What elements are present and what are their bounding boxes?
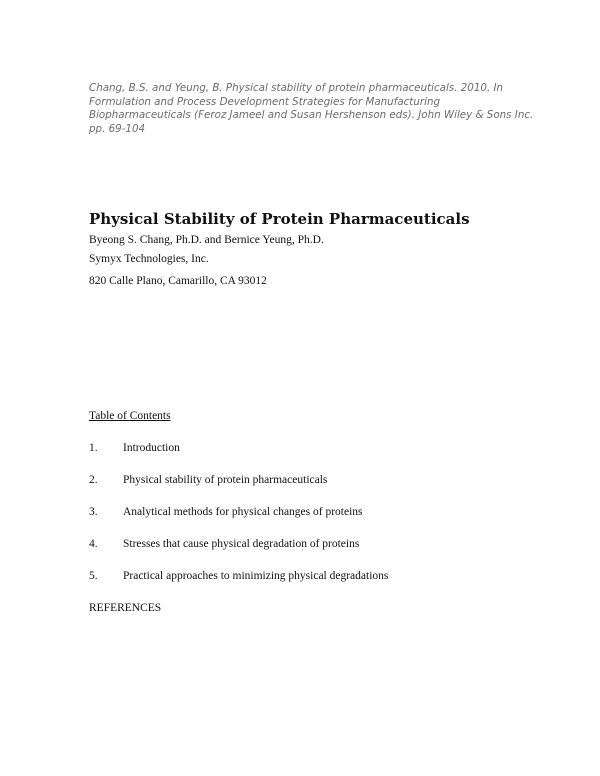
authors-line: Byeong S. Chang, Ph.D. and Bernice Yeung, Ph.D. [89,234,324,246]
citation-block [89,82,534,136]
citation-line: Formulation and Process Development Strategies for Manufacturing [89,95,441,108]
toc-item-label: Physical stability of protein pharmaceuticals [123,474,328,486]
toc-item-label: Introduction [123,442,180,454]
toc-item-number: 2. [89,474,98,486]
citation-line: pp. 69-104 [89,122,146,135]
toc-item-number: 5. [89,570,98,582]
citation-line: Chang, B.S. and Yeung, B. Physical stability of protein pharmaceuticals. 2010. In [89,82,504,94]
toc-heading: Table of Contents [89,410,171,422]
affiliation-line: Symyx Technologies, Inc. [89,253,209,265]
citation-line: Biopharmaceuticals (Feroz Jameel and Susan Hershenson eds). John Wiley & Sons Inc. [89,109,534,121]
document-title: Physical Stability of Protein Pharmaceuticals [89,210,470,228]
toc-item-number: 1. [89,442,98,454]
references-heading: REFERENCES [89,602,162,614]
toc-item-label: Analytical methods for physical changes of proteins [123,506,363,518]
toc-item-label: Stresses that cause physical degradation of proteins [123,538,360,550]
address-line: 820 Calle Plano, Camarillo, CA 93012 [89,275,267,287]
toc-item-number: 4. [89,538,98,550]
toc-item-number: 3. [89,506,98,518]
toc-item-label: Practical approaches to minimizing physical degradations [123,570,389,582]
